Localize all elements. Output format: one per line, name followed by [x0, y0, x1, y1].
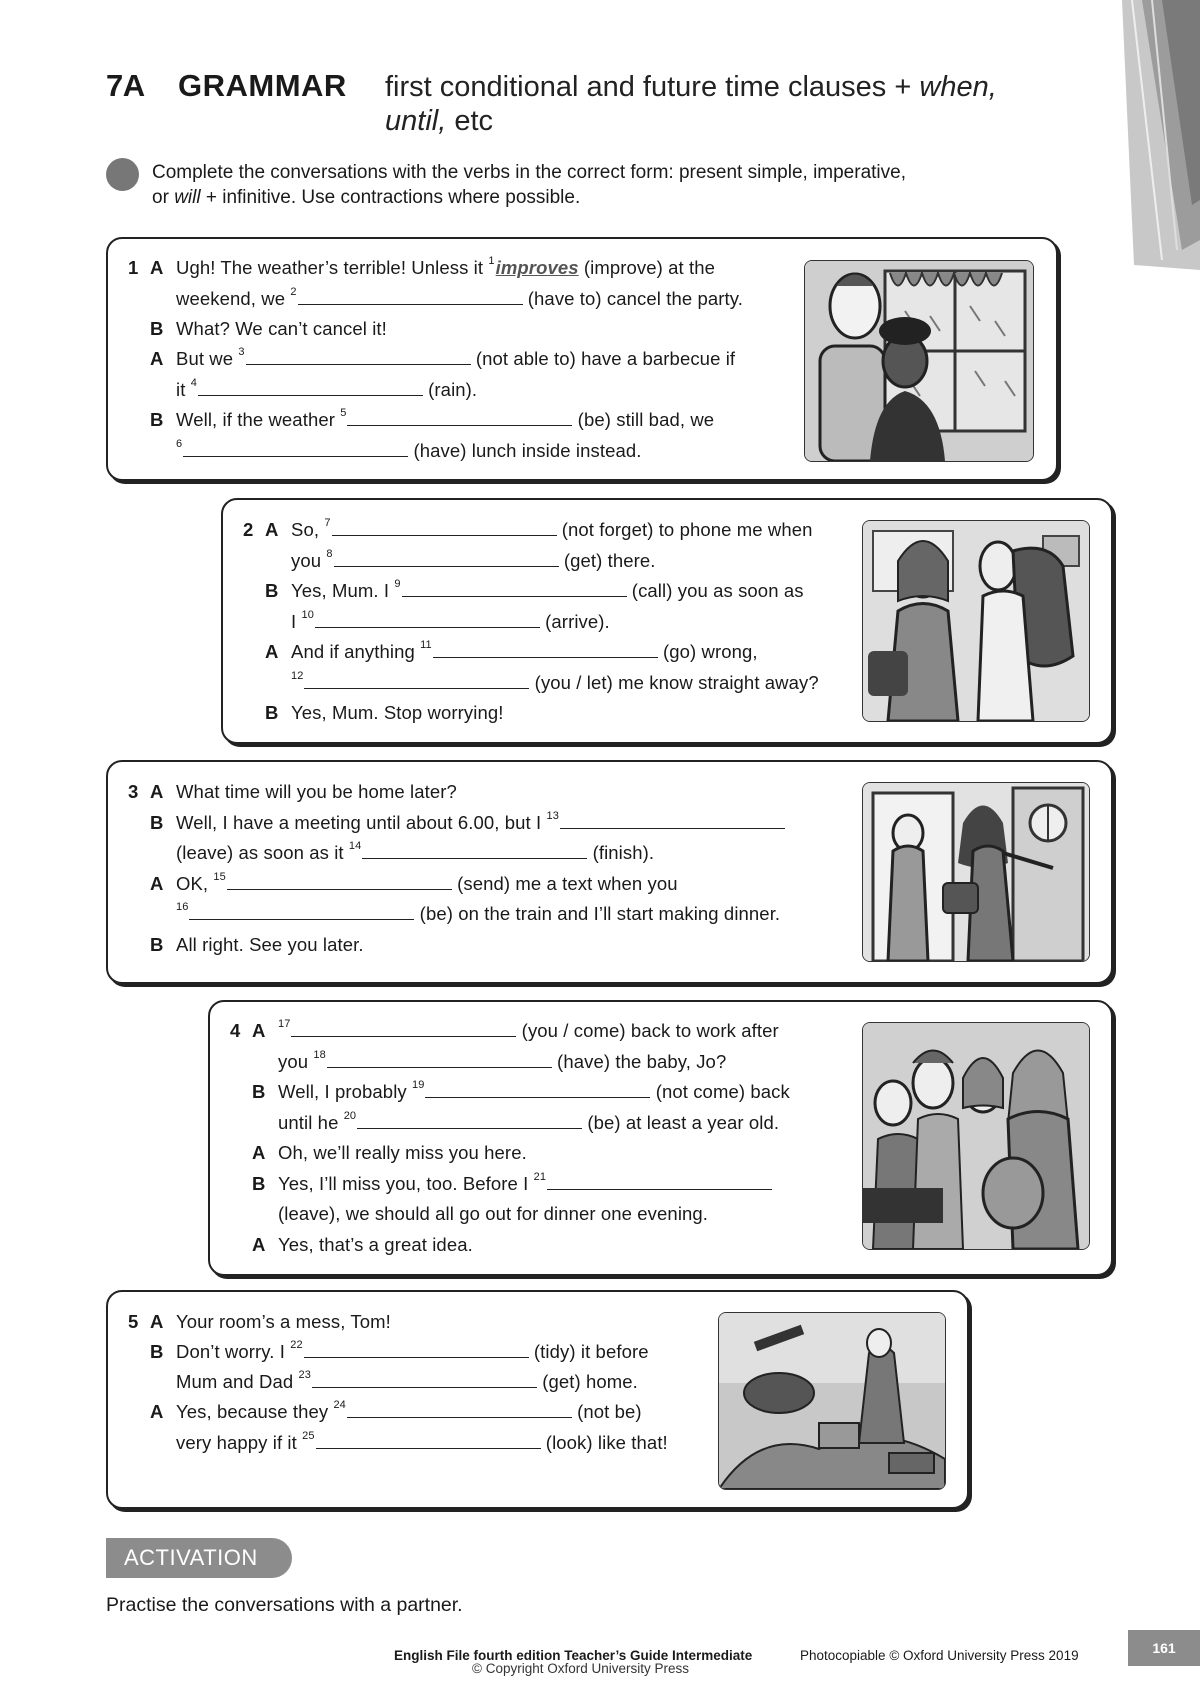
dialogue-line: B Well, I probably $^{19}$ (not come) back — [252, 1079, 790, 1102]
answer-blank[interactable] — [425, 1096, 650, 1098]
answer-blank[interactable] — [304, 687, 529, 689]
answer-blank[interactable] — [334, 565, 559, 567]
dialogue-line: $^{12}$ (you / let) me know straight away? — [291, 670, 819, 693]
dialogue-line: B Don’t worry. I $^{22}$ (tidy) it before — [150, 1339, 649, 1362]
dialogue-line: you $^{18}$ (have) the baby, Jo? — [278, 1049, 727, 1072]
dialogue-line: 1 A Ugh! The weather’s terrible! Unless it $^1$improves (improve) at the — [128, 255, 716, 278]
answer-blank[interactable] — [227, 888, 452, 890]
dialogue-line: A OK, $^{15}$ (send) me a text when you — [150, 871, 678, 894]
weather-couple-illustration — [804, 260, 1034, 462]
answer-blank[interactable] — [402, 595, 627, 597]
dialogue-line: Mum and Dad $^{23}$ (get) home. — [176, 1369, 638, 1392]
example-answer: improves — [495, 257, 579, 278]
section-title: GRAMMAR — [178, 68, 347, 103]
answer-blank[interactable] — [560, 827, 785, 829]
messy-room-illustration — [718, 1312, 946, 1490]
topic-title: first conditional and future time clauses + when, until, etc — [385, 71, 997, 137]
answer-blank[interactable] — [246, 363, 471, 365]
answer-blank[interactable] — [362, 857, 587, 859]
answer-blank[interactable] — [198, 394, 423, 396]
instructions: Complete the conversations with the verbs in the correct form: present simple, imperative, or will + infinitive. Use contractions where possible. — [152, 162, 906, 208]
dialogue-line: weekend, we $^2$ (have to) cancel the party. — [176, 286, 744, 309]
answer-blank[interactable] — [291, 1035, 516, 1037]
activation-label: ACTIVATION — [106, 1538, 292, 1578]
answer-blank[interactable] — [332, 534, 557, 536]
dialogue-line: I $^{10}$ (arrive). — [291, 609, 610, 632]
answer-blank[interactable] — [327, 1066, 552, 1068]
dialogue-line: 3 A What time will you be home later? — [128, 781, 457, 802]
dialogue-line: B Yes, Mum. I $^9$ (call) you as soon as — [265, 578, 804, 601]
dialogue-line: B What? We can’t cancel it! — [150, 318, 387, 339]
dialogue-line: $^6$ (have) lunch inside instead. — [176, 438, 642, 461]
activation-text: Practise the conversations with a partner. — [106, 1594, 463, 1616]
dialogue-line: 4 A $^{17}$ (you / come) back to work after — [230, 1018, 779, 1041]
dialogue-line: 5 A Your room’s a mess, Tom! — [128, 1311, 391, 1332]
answer-blank[interactable] — [304, 1356, 529, 1358]
answer-blank[interactable] — [316, 1447, 541, 1449]
page-number: 161 — [1128, 1630, 1200, 1666]
dialogue-line: B All right. See you later. — [150, 934, 364, 955]
footer-press: © Copyright Oxford University Press — [472, 1661, 690, 1676]
answer-blank[interactable] — [315, 626, 540, 628]
dialogue-line: A Oh, we’ll really miss you here. — [252, 1142, 527, 1163]
answer-blank[interactable] — [347, 424, 572, 426]
exercise-bullet — [106, 158, 139, 191]
dialogue-line: A Yes, because they $^{24}$ (not be) — [150, 1399, 642, 1422]
answer-blank[interactable] — [189, 918, 414, 920]
dialogue-line: 2 A So, $^7$ (not forget) to phone me when — [243, 517, 813, 540]
dialogue-line: B Yes, Mum. Stop worrying! — [265, 702, 504, 723]
dialogue-line: B Well, if the weather $^5$ (be) still bad, we — [150, 407, 715, 430]
dialogue-line: $^{16}$ (be) on the train and I’ll start making dinner. — [176, 901, 781, 924]
dialogue-line: until he $^{20}$ (be) at least a year old. — [278, 1110, 780, 1133]
footer-copyright: Photocopiable © Oxford University Press 2019 — [800, 1648, 1079, 1663]
answer-blank[interactable] — [183, 455, 408, 457]
dialogue-line: it $^4$ (rain). — [176, 377, 478, 400]
answer-blank[interactable] — [433, 656, 658, 658]
answer-blank[interactable] — [547, 1188, 772, 1190]
office-farewell-illustration — [862, 1022, 1090, 1250]
dialogue-line: B Yes, I’ll miss you, too. Before I $^{21}$ — [252, 1173, 772, 1195]
dialogue-line: (leave) as soon as it $^{14}$ (finish). — [176, 840, 655, 863]
dialogue-line: A But we $^3$ (not able to) have a barbecue if — [150, 346, 736, 369]
dialogue-line: you $^8$ (get) there. — [291, 548, 656, 571]
page-code: 7A — [106, 68, 145, 103]
dialogue-line: very happy if it $^{25}$ (look) like that! — [176, 1430, 668, 1453]
answer-blank[interactable] — [347, 1416, 572, 1418]
couple-at-door-illustration — [862, 782, 1090, 962]
dialogue-line: (leave), we should all go out for dinner one evening. — [278, 1203, 709, 1224]
answer-blank[interactable] — [357, 1127, 582, 1129]
answer-blank[interactable] — [298, 303, 523, 305]
mother-son-illustration — [862, 520, 1090, 722]
dialogue-line: A Yes, that’s a great idea. — [252, 1234, 473, 1255]
dialogue-line: B Well, I have a meeting until about 6.00, but I $^{13}$ — [150, 812, 785, 834]
corner-decoration — [1122, 0, 1200, 270]
answer-blank[interactable] — [312, 1386, 537, 1388]
dialogue-line: A And if anything $^{11}$ (go) wrong, — [265, 639, 758, 662]
footer-book-title: English File fourth edition Teacher’s Guide Intermediate — [394, 1648, 753, 1663]
